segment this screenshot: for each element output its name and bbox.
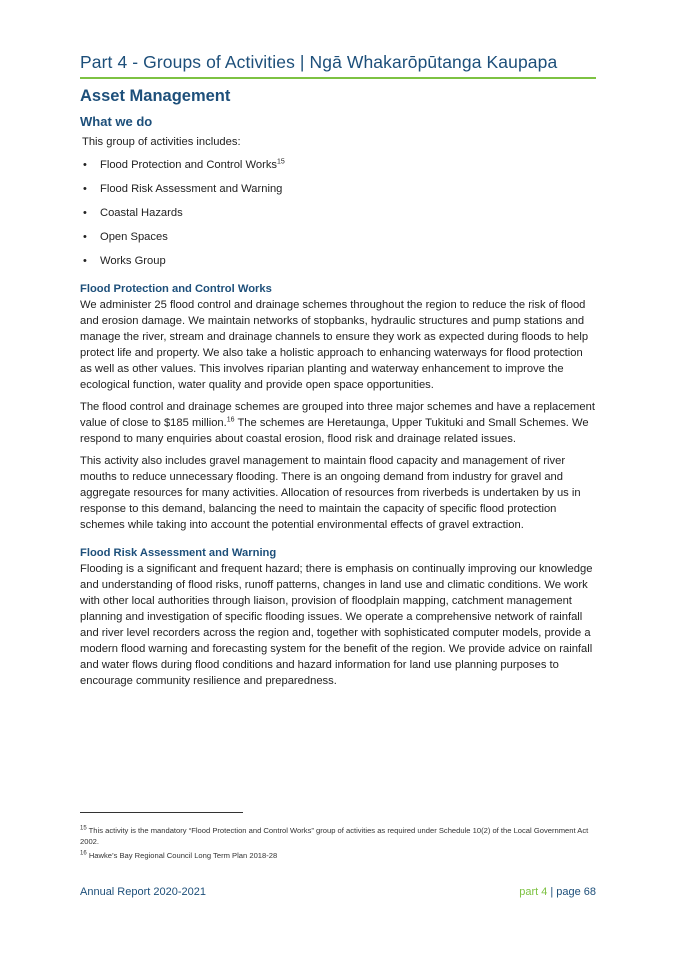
list-item-text: Flood Protection and Control Works — [100, 159, 278, 171]
main-content — [80, 86, 596, 689]
flood-risk-heading: Flood Risk Assessment and Warning — [80, 547, 277, 559]
bullet-icon: • — [83, 255, 87, 267]
footer-page-info — [519, 886, 596, 898]
page-header-title: Part 4 - Groups of Activities | Ngā Whakarōpūtanga Kaupapa — [80, 52, 596, 79]
flood-protection-paragraph-3: This activity also includes gravel management to maintain flood capacity and management of river mouths to reduce unnecessary flooding. There is an ongoing demand from industry for gravel and aggregate resources for many activities. Allocation of resources from riverbeds is undertaken by us in response to this demand, balancing the need to maintain the capacity of specific flood protection schemes while taking into account the potential environmental effects of gravel extraction. — [80, 455, 581, 531]
footnote-divider — [80, 812, 243, 813]
list-item — [80, 253, 596, 269]
flood-protection-paragraph-1: We administer 25 flood control and drainage schemes throughout the region to reduce the risk of flood and erosion damage. We maintain networks of stopbanks, hydraulic structures and pump stations and manage the river, stream and drainage channels to ensure they work as expected during floods to help protect life and property. We also take a holistic approach to enhancing waterways for flood protection as well as other values. This involves riparian planting and waterway enhancement to improve the ecological function, water quality and provide open space opportunities. — [80, 299, 589, 391]
footer-report-title: Annual Report 2020-2021 — [80, 886, 206, 898]
list-item — [80, 229, 596, 245]
footnotes — [80, 825, 596, 861]
flood-protection-paragraph-2: The flood control and drainage schemes are grouped into three major schemes and have a replacement value of close to $185 million.$^{16}$ The schemes are Heretaunga, Upper Tukituki and Small Schemes. We respond to many enquiries about coastal erosion, flood risk and drainage related issues. — [80, 401, 595, 445]
list-item-text: Works Group — [100, 255, 166, 267]
footnote-ref: 15 — [277, 158, 285, 166]
footer-page-number: page 68 — [556, 886, 596, 898]
section-subtitle: What we do — [80, 114, 153, 129]
list-item-text: Coastal Hazards — [100, 207, 183, 219]
list-item-text: Flood Risk Assessment and Warning — [100, 183, 283, 195]
flood-risk-paragraph-1: Flooding is a significant and frequent hazard; there is emphasis on continually improving our knowledge and understanding of flood risks, runoff patterns, changes in land use and climatic conditions. We work with other local authorities through liaison, provision of floodplain mapping, catchment management planning and investigation of specific flooding issues. We operate a comprehensive network of rainfall and river level recorders across the region and, together with sophisticated computer models, provide a modern flood warning and forecasting system for the benefit of the region. We provide advice on rainfall and water flows during flood conditions and hazard information for land use planning purposes to encourage community resilience and preparedness. — [80, 563, 593, 687]
footer-part: part 4 — [519, 886, 548, 898]
intro-text: This group of activities includes: — [82, 136, 241, 148]
bullet-icon: • — [83, 207, 87, 219]
page-footer — [80, 886, 596, 898]
footer-separator: | — [550, 886, 554, 898]
section-title: Asset Management — [80, 87, 231, 105]
list-item — [80, 157, 596, 173]
list-item — [80, 181, 596, 197]
list-item — [80, 205, 596, 221]
bullet-icon: • — [83, 159, 87, 171]
footnote-15: $^{15}$ This activity is the mandatory “Flood Protection and Control Works” group of activities as required under Schedule 10(2) of the Local Government Act 2002. — [80, 825, 589, 846]
activities-list — [80, 157, 596, 269]
bullet-icon: • — [83, 231, 87, 243]
list-item-text: Open Spaces — [100, 231, 168, 243]
flood-protection-heading: Flood Protection and Control Works — [80, 283, 272, 295]
bullet-icon: • — [83, 183, 87, 195]
footnote-16: $^{16}$ Hawke’s Bay Regional Council Long Term Plan 2018-28 — [80, 850, 278, 860]
footnote-ref: 16 — [226, 416, 235, 424]
